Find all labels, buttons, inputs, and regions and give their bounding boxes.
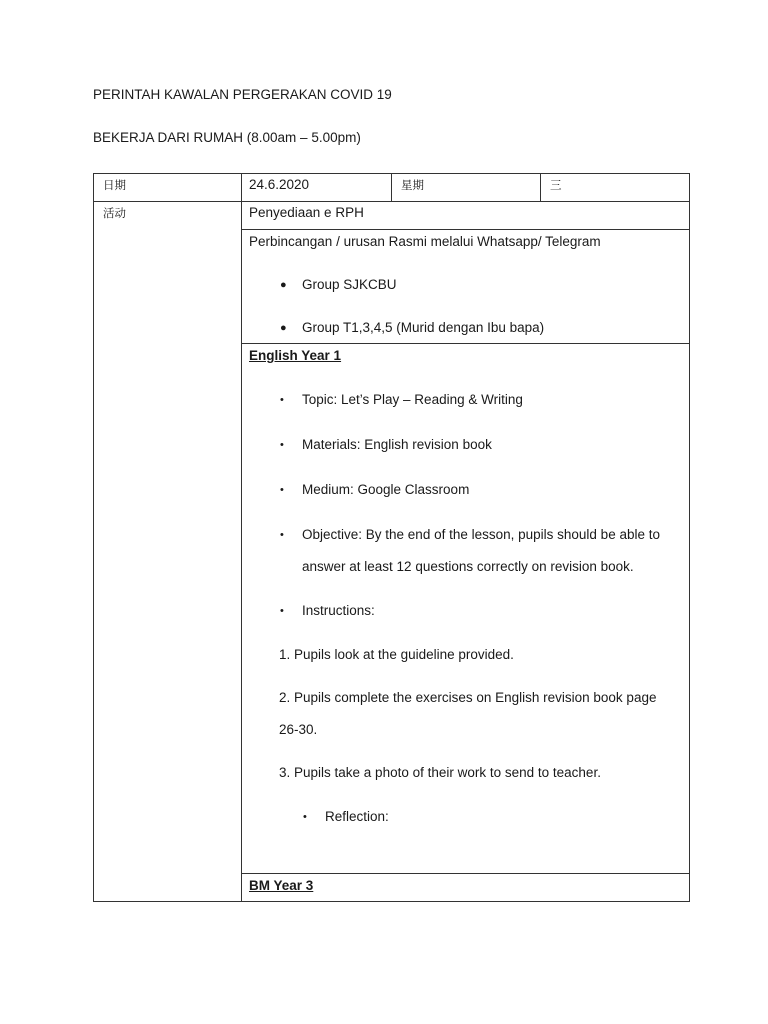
list-item: • Medium: Google Classroom <box>280 482 470 497</box>
list-item: ● Group T1,3,4,5 (Murid dengan Ibu bapa) <box>280 320 545 335</box>
day-value: 三 <box>541 174 690 202</box>
bullet-icon: • <box>280 605 284 617</box>
list-item: • Objective: By the end of the lesson, pupils should be able to <box>280 527 660 542</box>
bullet-icon: • <box>280 484 284 496</box>
day-label: 星期 <box>392 174 541 202</box>
bullet-icon: • <box>280 529 284 541</box>
rph-preparation: Penyediaan e RPH <box>242 202 690 230</box>
list-item: • Materials: English revision book <box>280 437 492 452</box>
english-title: English Year 1 <box>249 348 342 363</box>
instruction-step: 3. Pupils take a photo of their work to send to teacher. <box>279 765 601 780</box>
discussion-cell <box>242 230 690 344</box>
activity-table <box>93 173 690 902</box>
bm-cell <box>242 874 690 902</box>
work-hours-heading: BEKERJA DARI RUMAH (8.00am – 5.00pm) <box>93 130 361 145</box>
date-row <box>94 174 690 202</box>
rph-row <box>94 202 690 230</box>
activity-label: 活动 <box>94 202 242 902</box>
bullet-icon: ● <box>280 322 287 334</box>
instruction-step: 2. Pupils complete the exercises on English revision book page <box>279 690 657 705</box>
objective-continuation: answer at least 12 questions correctly on revision book. <box>302 559 634 574</box>
list-item: ● Group SJKCBU <box>280 277 397 292</box>
english-cell <box>242 344 690 874</box>
bullet-icon: ● <box>280 279 287 291</box>
bullet-icon: • <box>303 811 307 823</box>
date-value: 24.6.2020 <box>242 174 392 202</box>
discussion-intro: Perbincangan / urusan Rasmi melalui Whatsapp/ Telegram <box>249 234 601 249</box>
document-title: PERINTAH KAWALAN PERGERAKAN COVID 19 <box>93 87 392 102</box>
bullet-icon: • <box>280 394 284 406</box>
instruction-step: 1. Pupils look at the guideline provided. <box>279 647 514 662</box>
list-item: • Reflection: <box>303 809 389 824</box>
bullet-icon: • <box>280 439 284 451</box>
list-item: • Topic: Let’s Play – Reading & Writing <box>280 392 523 407</box>
bm-title: BM Year 3 <box>249 878 314 893</box>
date-label: 日期 <box>94 174 242 202</box>
list-item: • Instructions: <box>280 603 375 618</box>
instruction-step-continuation: 26-30. <box>279 722 318 737</box>
